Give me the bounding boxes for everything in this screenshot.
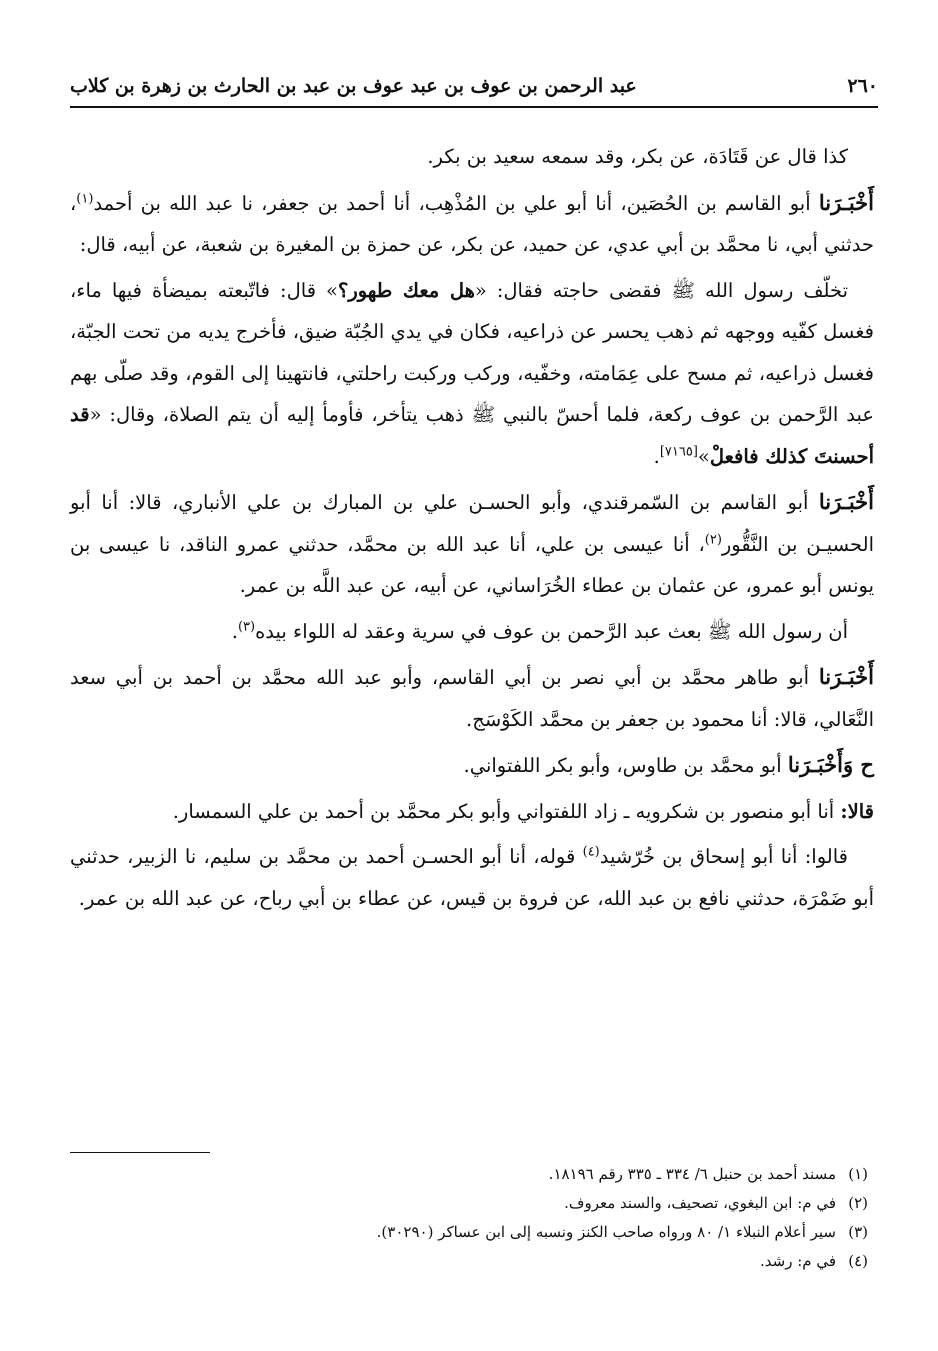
paragraph [70, 836, 874, 919]
isnad-marker: أَخْبَـرَنا [818, 489, 874, 514]
footnote-divider [70, 1152, 210, 1153]
footnote-ref: (٢) [704, 532, 722, 547]
text-segment: كذا قال عن قَتَادَة، عن بكر، وقد سمعه سعيد بن بكر. [427, 145, 848, 168]
text-segment: تخلّف رسول الله ﷺ فقضى حاجته فقال: « [474, 278, 848, 302]
text-segment: أبو القاسم بن الحُصَين، أنا أبو علي بن المُذْهِب، أنا أحمد بن جعفر، نا عبد الله بن أحمد [93, 191, 819, 215]
text-segment: ، أنا عيسى بن علي، أنا عبد الله بن محمَّد، حدثني عمرو الناقد، نا عيسى بن يونس أبو عمرو، عن عثمان بن عطاء الخُرَاساني، عن أبيه، عن عبد اللَّه بن عمر. [70, 532, 874, 597]
text-segment: أنا أبو منصور بن شكرويه ـ زاد اللفتواني وأبو بكر محمَّد بن أحمد بن علي السمسار. [172, 799, 841, 823]
paragraph [70, 791, 874, 833]
main-text [70, 136, 874, 923]
footnote-text: سير أعلام النبلاء ١/ ٨٠ ورواه صاحب الكنز ونسبه إلى ابن عساكر (٣٠٢٩٠). [376, 1223, 836, 1241]
page-number: ٢٦٠ [847, 75, 878, 97]
paragraph [70, 656, 874, 740]
footnote [70, 1189, 868, 1218]
footnote [70, 1247, 868, 1276]
footnote-number: (٣) [848, 1223, 868, 1241]
header-divider [70, 106, 878, 108]
footnote-number: (٢) [848, 1194, 868, 1212]
footnote-ref: (٤) [582, 844, 600, 860]
text-segment: هل معك طهور؟ [337, 278, 475, 302]
text-segment: قالا: [840, 799, 874, 823]
paragraph [70, 744, 874, 787]
footnote [70, 1160, 868, 1189]
footnote-text: في م: ابن البغوي، تصحيف، والسند معروف. [564, 1194, 836, 1212]
text-segment: » قال: فاتّبعته بميضأة فيها ماء، فغسل كفّيه ووجهه ثم ذهب يحسر عن ذراعيه، فكان في يدي الجُبّة ضيق، فأخرج يديه من تحت الجبّة، فغسل ذراعيه، ثم مسح على عِمَامته، وخفّيه، وركب وركبت راحلتي، فانتهينا إلى القوم، وقد صلّى بهم عبد الرَّحمن بن عوف ركعة، فلما أحسّ بالنبي ﷺ ذهب يتأخر، فأومأ إليه أن يتم الصلاة، وقال: « [70, 278, 874, 426]
text-segment: أن رسول الله ﷺ بعث عبد الرَّحمن بن عوف في سرية وعقد له اللواء بيده [255, 619, 848, 643]
text-segment: ، حدثني أبي، نا محمَّد بن أبي عدي، عن حميد، عن بكر، عن حمزة بن المغيرة بن شعبة، عن أبيه، قال: [70, 191, 874, 256]
text-segment: أبو محمَّد بن طاوس، وأبو بكر اللفتواني. [463, 754, 788, 777]
footnote-ref: (١) [76, 191, 94, 206]
text-segment: قد أحسنتَ كذلك فافعلْ [70, 403, 874, 468]
paragraph [70, 481, 874, 607]
text-segment: أبو طاهر محمَّد بن أبي نصر بن أبي القاسم، وأبو عبد الله محمَّد بن أحمد بن أبي سعد النَّعَالي، قالا: أنا محمود بن جعفر بن محمَّد الكَوْسَج. [70, 666, 874, 731]
footnote [70, 1218, 868, 1247]
text-segment: قالوا: أنا أبو إسحاق بن خُرّشيد [599, 845, 849, 868]
footnote-text: مسند أحمد بن حنبل ٦/ ٣٣٤ ـ ٣٣٥ رقم ١٨١٩٦. [548, 1165, 836, 1183]
footnote-ref: (٣) [237, 619, 256, 634]
paragraph [70, 270, 874, 478]
footnote-number: (١) [848, 1165, 868, 1183]
paragraph [70, 611, 874, 653]
text-segment: . [653, 444, 660, 468]
paragraph [70, 136, 874, 178]
running-title: عبد الرحمن بن عوف بن عبد عوف بن عبد بن الحارث بن زهرة بن كلاب [70, 75, 637, 97]
footnotes [70, 1160, 868, 1276]
footnote-ref: [٧١٦٥] [659, 444, 698, 459]
paragraph [70, 182, 874, 266]
footnote-number: (٤) [848, 1252, 868, 1270]
isnad-marker: أَخْبَـرَنا [818, 664, 874, 689]
text-segment: أبو القاسم بن السّمرقندي، وأبو الحسـن علي بن المبارك بن علي الأنباري، قالا: أنا أبو الحسيـن بن النَّقُّور [70, 491, 874, 556]
footnote-text: في م: رشد. [759, 1252, 836, 1270]
isnad-marker: أَخْبَـرَنا [818, 189, 874, 215]
text-segment: . [231, 619, 238, 643]
text-segment: قوله، أنا أبو الحسـن أحمد بن محمَّد بن سليم، نا الزبير، حدثني أبو ضَمْرَة، حدثني نافع بن عبد الله، عن فروة بن قيس، عن عطاء بن أبي رباح، عن عبد الله بن عمر. [70, 845, 874, 910]
running-header [70, 68, 878, 104]
text-segment: » [697, 444, 710, 468]
isnad-marker: ح وَأَخْبَـرَنا [787, 752, 874, 777]
